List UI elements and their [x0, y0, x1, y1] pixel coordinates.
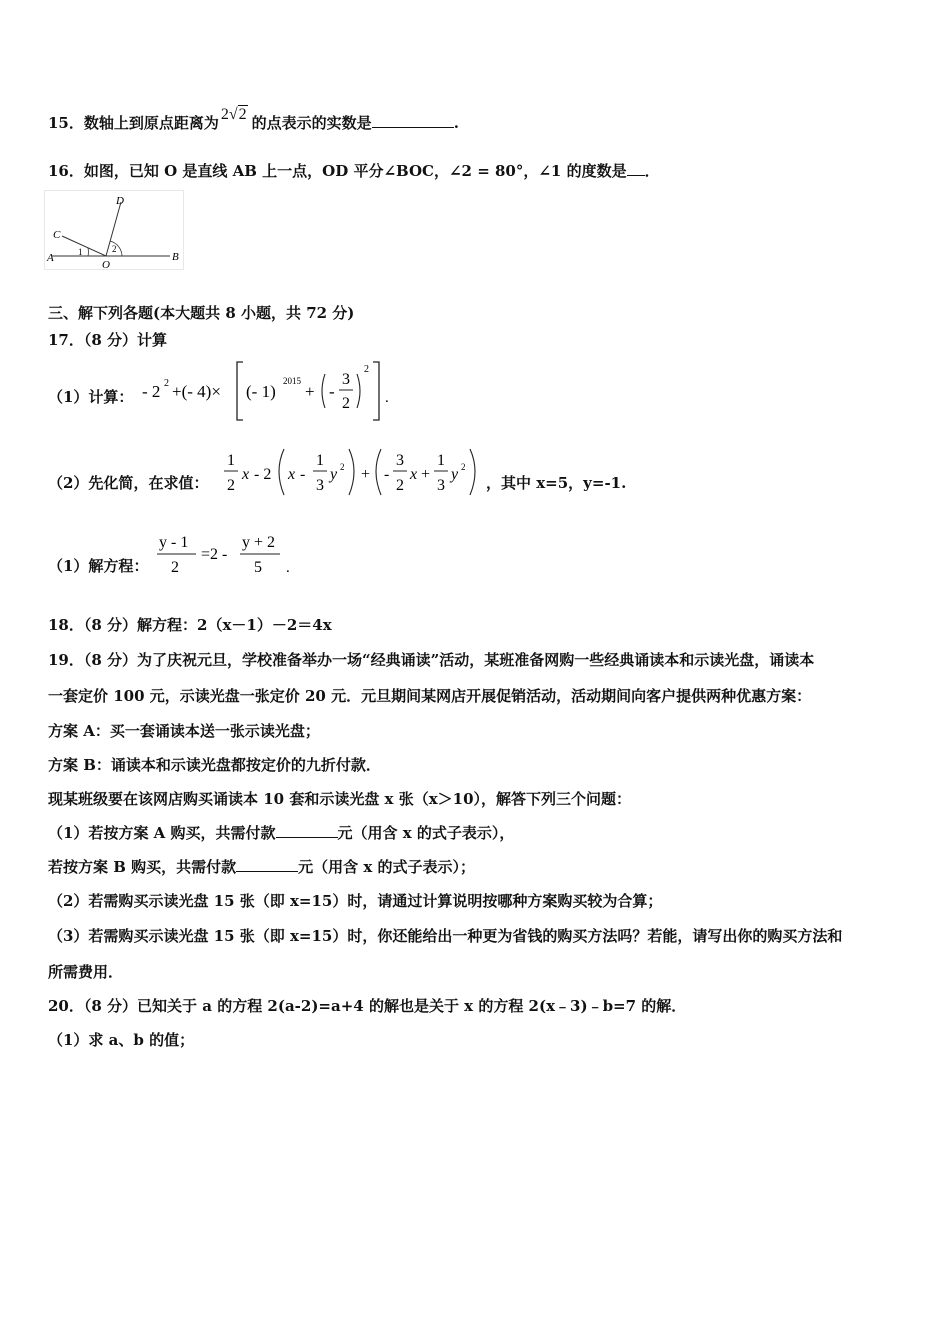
svg-text:(- 1): (- 1) — [246, 382, 276, 401]
q17-part-3-equation — [150, 527, 300, 581]
left-paren — [322, 374, 325, 408]
question-17-part-2-label: （2）先化简，在求值： — [48, 474, 209, 492]
svg-text:+: + — [361, 466, 371, 483]
question-19-line-1: 19．（8 分）为了庆祝元旦，学校准备举办一场“经典诵读”活动，某班准备网购一些经典诵读本和示读光盘，诵读本 — [48, 651, 815, 669]
figure-frame — [45, 191, 184, 270]
label-a: A — [47, 252, 54, 264]
question-text: 如图，已知 O 是直线 AB 上一点，OD 平分∠BOC，∠2 = 80°，∠1 的度数是 — [83, 162, 627, 180]
left-paren — [279, 449, 284, 495]
two-root-two-expression: 2√2 — [220, 106, 247, 123]
question-19-part-3-cont: 所需费用． — [48, 963, 124, 981]
svg-text:x: x — [288, 466, 296, 483]
svg-text:3: 3 — [396, 452, 404, 469]
svg-text:1: 1 — [437, 452, 445, 469]
right-paren — [470, 449, 475, 495]
svg-text:3: 3 — [342, 371, 350, 388]
radical-sign: √ — [228, 106, 238, 123]
right-bracket — [373, 362, 379, 420]
svg-text:5: 5 — [254, 559, 262, 576]
svg-text:y - 1: y - 1 — [159, 534, 189, 551]
question-19-part-2: （2）若需购买示读光盘 15 张（即 x=15）时，请通过计算说明按哪种方案购买较为合算； — [48, 892, 663, 910]
question-17-part-3-label: （1）解方程： — [48, 557, 149, 575]
svg-text:1: 1 — [227, 452, 235, 469]
svg-text:.: . — [385, 390, 389, 406]
question-17-heading: 17．（8 分）计算 — [48, 331, 168, 349]
label-d: D — [116, 195, 124, 207]
svg-text:=2 -: =2 - — [201, 546, 228, 563]
question-19-line-5: 现某班级要在该网店购买诵读本 10 套和示读光盘 x 张（x＞10），解答下列三个问题： — [48, 790, 632, 808]
plan-b: 方案 B：诵读本和示读光盘都按定价的九折付款． — [48, 756, 381, 774]
left-bracket — [237, 362, 243, 420]
svg-text:-: - — [329, 382, 335, 401]
svg-text:x: x — [410, 466, 418, 483]
svg-text:- 2: - 2 — [254, 466, 272, 483]
svg-text:+(- 4)×: +(- 4)× — [172, 382, 221, 401]
svg-text:2: 2 — [227, 477, 235, 494]
question-20-part-1: （1）求 a、b 的值； — [48, 1031, 195, 1049]
svg-text:- 2: - 2 — [142, 382, 161, 401]
question-19-part-1-a: （1）若按方案 A 购买，共需付款 元（用含 x 的式子表示）， — [48, 824, 515, 842]
svg-text:2: 2 — [340, 462, 345, 472]
svg-text:y + 2: y + 2 — [242, 534, 276, 551]
svg-text:2: 2 — [364, 364, 369, 375]
angle-figure — [44, 190, 188, 272]
label-o: O — [102, 259, 110, 271]
svg-text:-: - — [300, 466, 306, 483]
answer-blank[interactable] — [627, 161, 645, 176]
svg-text:2: 2 — [461, 462, 466, 472]
label-angle-1: 1 — [78, 247, 83, 257]
label-angle-2: 2 — [112, 244, 117, 254]
label-c: C — [53, 229, 61, 241]
answer-blank[interactable] — [276, 823, 338, 838]
answer-blank[interactable] — [236, 857, 298, 872]
q17-part-1-expression — [135, 358, 395, 424]
svg-text:+: + — [305, 382, 315, 401]
svg-text:2: 2 — [171, 559, 179, 576]
question-19-part-1-b: 若按方案 B 购买，共需付款 元（用含 x 的式子表示）； — [48, 858, 476, 876]
question-18: 18．（8 分）解方程：2（x－1）－2＝4x — [48, 616, 332, 634]
svg-text:.: . — [286, 560, 290, 576]
question-15: 15．数轴上到原点距离为 2√2 的点表示的实数是 . — [48, 106, 459, 132]
section-title: 三、解下列各题(本大题共 8 小题，共 72 分) — [48, 304, 355, 322]
label-b: B — [172, 251, 179, 263]
question-number: 15． — [48, 114, 84, 132]
question-19-line-2: 一套定价 100 元，示读光盘一张定价 20 元．元旦期间某网店开展促销活动，活动期间向客户提供两种优惠方案： — [48, 687, 812, 705]
right-paren — [349, 449, 354, 495]
left-paren — [376, 449, 381, 495]
question-19-part-3: （3）若需购买示读光盘 15 张（即 x=15）时，你还能给出一种更为省钱的购买方法吗？若能，请写出你的购买方法和 — [48, 927, 843, 945]
ray-oc — [62, 236, 106, 256]
svg-text:2: 2 — [164, 378, 169, 389]
plan-a: 方案 A：买一套诵读本送一张示读光盘； — [48, 722, 320, 740]
svg-text:1: 1 — [316, 452, 324, 469]
svg-text:y: y — [330, 466, 338, 483]
answer-blank[interactable] — [372, 113, 454, 128]
q17-part-2-expression — [218, 443, 488, 501]
question-20: 20．（8 分）已知关于 a 的方程 2(a-2)=a+4 的解也是关于 x 的方程 2(x﹣3)﹣b=7 的解． — [48, 997, 687, 1015]
svg-text:2: 2 — [396, 477, 404, 494]
question-number: 16． — [48, 162, 84, 180]
question-16: 16．如图，已知 O 是直线 AB 上一点，OD 平分∠BOC，∠2 = 80°，∠1 的度数是 ． — [48, 162, 660, 180]
svg-text:x: x — [242, 466, 250, 483]
svg-text:y: y — [451, 466, 459, 483]
right-paren — [357, 374, 360, 408]
svg-text:2: 2 — [342, 395, 350, 412]
svg-text:2015: 2015 — [283, 376, 301, 386]
question-17-part-2-condition: ，其中 x=5，y=-1. — [486, 474, 627, 492]
svg-text:+: + — [421, 466, 431, 483]
svg-text:-: - — [384, 466, 390, 483]
svg-text:3: 3 — [437, 477, 445, 494]
question-17-part-1-label: （1）计算： — [48, 388, 134, 406]
svg-text:3: 3 — [316, 477, 324, 494]
